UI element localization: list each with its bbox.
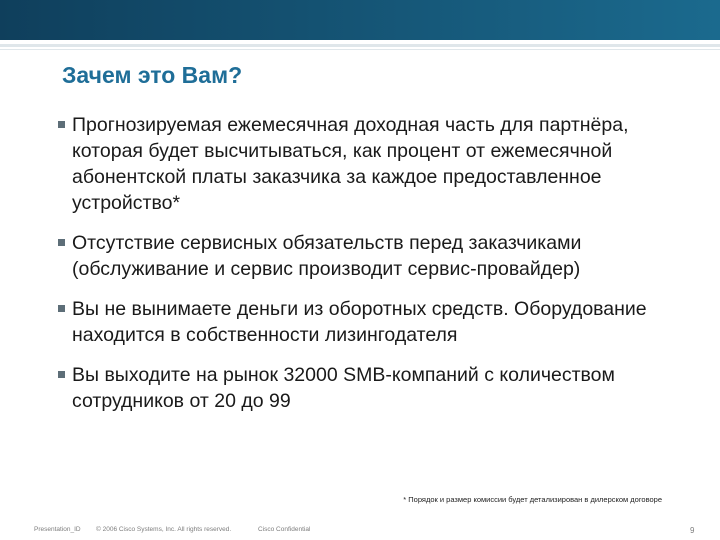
- header-bar: [0, 0, 720, 40]
- footnote: * Порядок и размер комиссии будет детализирован в дилерском договоре: [403, 495, 662, 504]
- presentation-id: Presentation_ID: [34, 526, 81, 533]
- bullet-text: Прогнозируемая ежемесячная доходная часть для партнёра, которая будет высчитываться, как процент от ежемесячной абонентской платы заказчика за каждое предоставленное устройство*: [72, 114, 629, 214]
- header-rule-thin: [0, 49, 720, 50]
- confidential-label: Cisco Confidential: [258, 526, 311, 533]
- bullet-list: [58, 112, 688, 414]
- square-bullet-icon: [58, 239, 65, 246]
- bullet-item: [58, 230, 688, 282]
- bullet-item: [58, 112, 688, 216]
- bullet-item: [58, 362, 688, 414]
- square-bullet-icon: [58, 371, 65, 378]
- slide-title: Зачем это Вам?: [62, 62, 243, 88]
- page-number: 9: [690, 526, 695, 535]
- square-bullet-icon: [58, 305, 65, 312]
- header-rule: [0, 44, 720, 47]
- bullet-text: Отсутствие сервисных обязательств перед заказчиками (обслуживание и сервис производит сервис-провайдер): [72, 232, 582, 280]
- bullet-text: Вы не вынимаете деньги из оборотных средств. Оборудование находится в собственности лизингодателя: [72, 298, 647, 346]
- square-bullet-icon: [58, 121, 65, 128]
- bullet-item: [58, 296, 688, 348]
- bullet-text: Вы выходите на рынок 32000 SMB-компаний с количеством сотрудников от 20 до 99: [72, 364, 615, 412]
- copyright-notice: © 2006 Cisco Systems, Inc. All rights reserved.: [96, 526, 232, 533]
